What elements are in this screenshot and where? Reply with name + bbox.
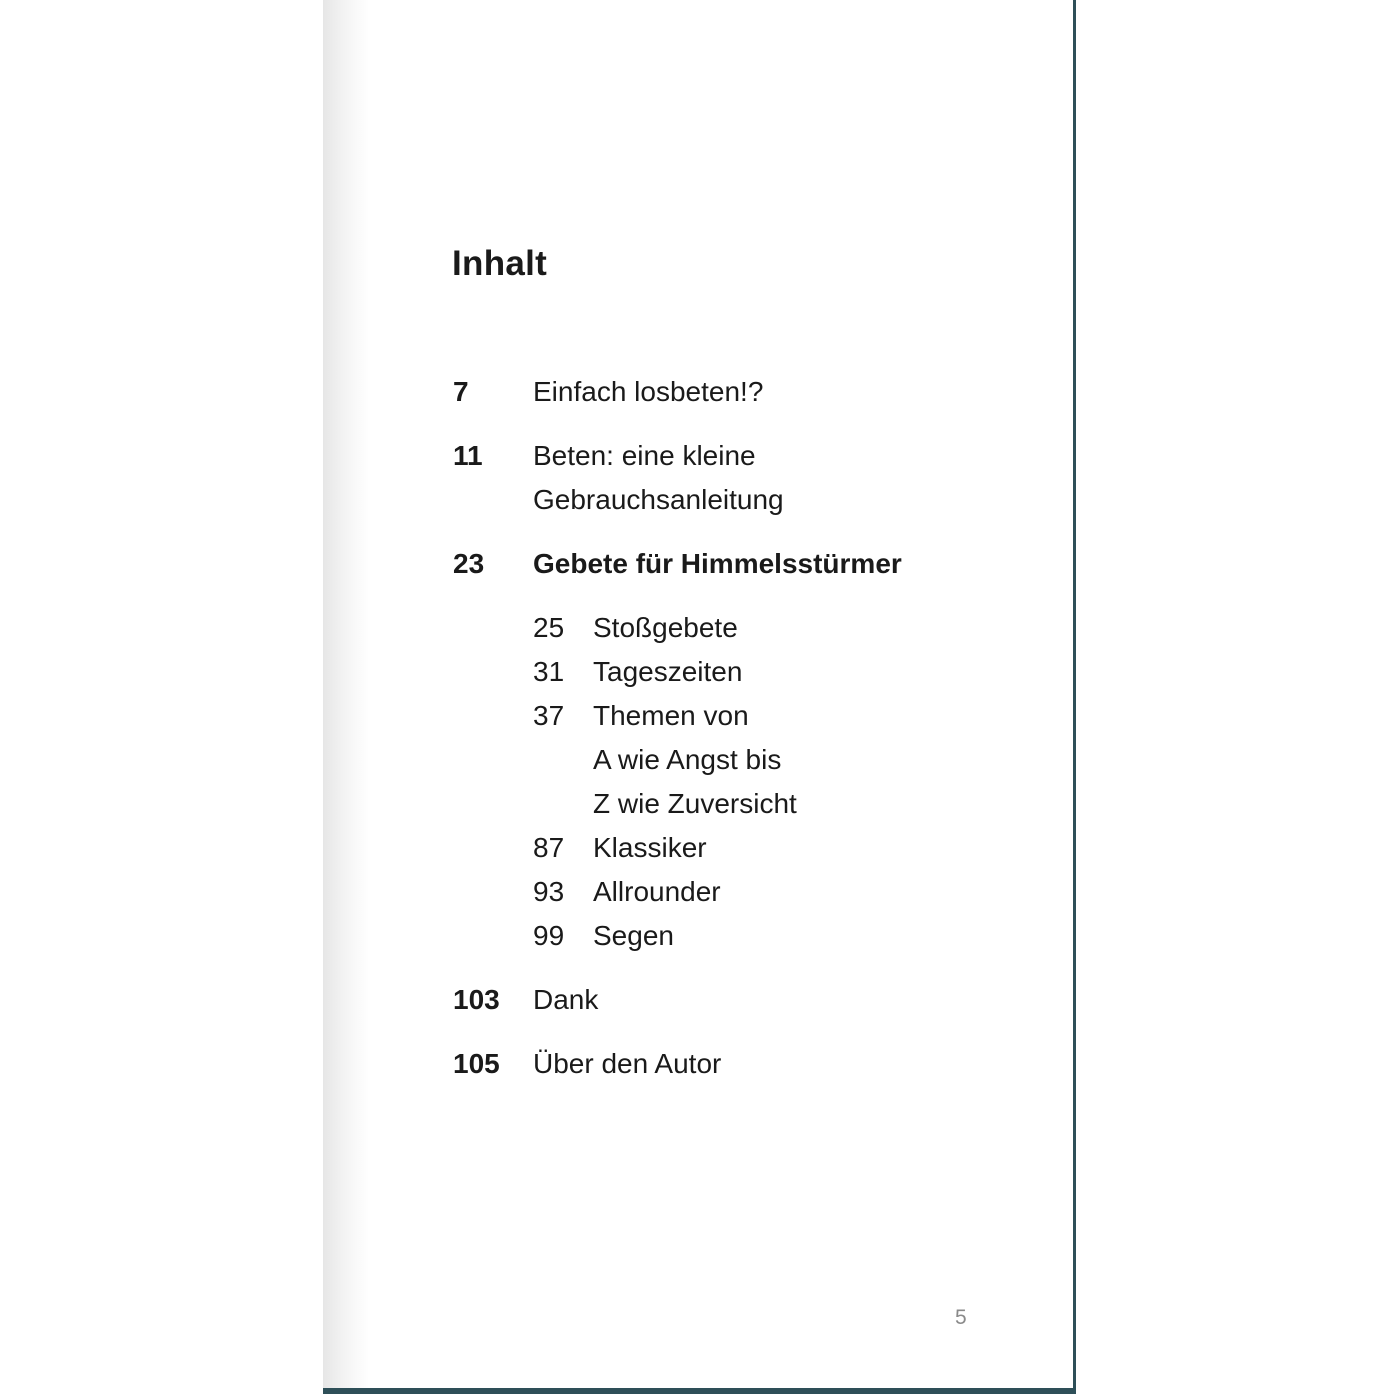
table-of-contents <box>453 370 1053 1106</box>
gutter-shadow <box>323 0 369 1388</box>
page-title: Inhalt <box>452 244 548 283</box>
toc-subentry-stossgebete <box>533 606 1053 650</box>
toc-entry-autor <box>453 1042 1053 1086</box>
toc-subentry-segen <box>533 914 1053 958</box>
toc-subentry-klassiker <box>533 826 1053 870</box>
toc-entry-einfach-losbeten <box>453 370 1053 414</box>
toc-subentry-page: 25 <box>533 612 565 643</box>
toc-entry-label: Beten: eine kleine <box>533 440 756 471</box>
toc-entry-label: Einfach losbeten!? <box>533 376 764 407</box>
toc-subentry-page: 93 <box>533 876 565 907</box>
toc-subentry-page: 31 <box>533 656 565 687</box>
toc-subentry-allrounder <box>533 870 1053 914</box>
toc-entry-label: Dank <box>533 984 599 1015</box>
toc-subsection-list <box>533 606 1053 958</box>
toc-entry-label: Gebete für Himmelsstürmer <box>533 548 902 579</box>
toc-subentry-label: Tageszeiten <box>593 656 743 687</box>
toc-entry-beten <box>453 434 1053 522</box>
toc-subentry-page: 99 <box>533 920 565 951</box>
page-number: 5 <box>955 1306 967 1329</box>
toc-entry-page: 11 <box>453 440 483 471</box>
toc-subentry-label: Stoßgebete <box>593 612 738 643</box>
toc-entry-page: 23 <box>453 548 485 579</box>
toc-subentry-label: Allrounder <box>593 876 721 907</box>
toc-subentry-label-continued: A wie Angst bis <box>593 744 782 775</box>
toc-subentry-label: Segen <box>593 920 674 951</box>
toc-entry-dank <box>453 978 1053 1022</box>
toc-subentry-label: Themen von <box>593 700 749 731</box>
toc-subentry-page: 87 <box>533 832 565 863</box>
toc-subentry-label-continued: Z wie Zuversicht <box>593 788 797 819</box>
toc-entry-label-continued: Gebrauchsanleitung <box>533 484 784 515</box>
toc-subentry-themen <box>533 694 1053 826</box>
toc-entry-page: 103 <box>453 984 500 1015</box>
toc-entry-page: 105 <box>453 1048 500 1079</box>
toc-entry-page: 7 <box>453 376 469 407</box>
toc-subentry-tageszeiten <box>533 650 1053 694</box>
toc-subentry-label: Klassiker <box>593 832 707 863</box>
toc-entry-gebete <box>453 542 1053 586</box>
book-page <box>323 0 1076 1394</box>
toc-subentry-page: 37 <box>533 700 565 731</box>
toc-entry-label: Über den Autor <box>533 1048 722 1079</box>
